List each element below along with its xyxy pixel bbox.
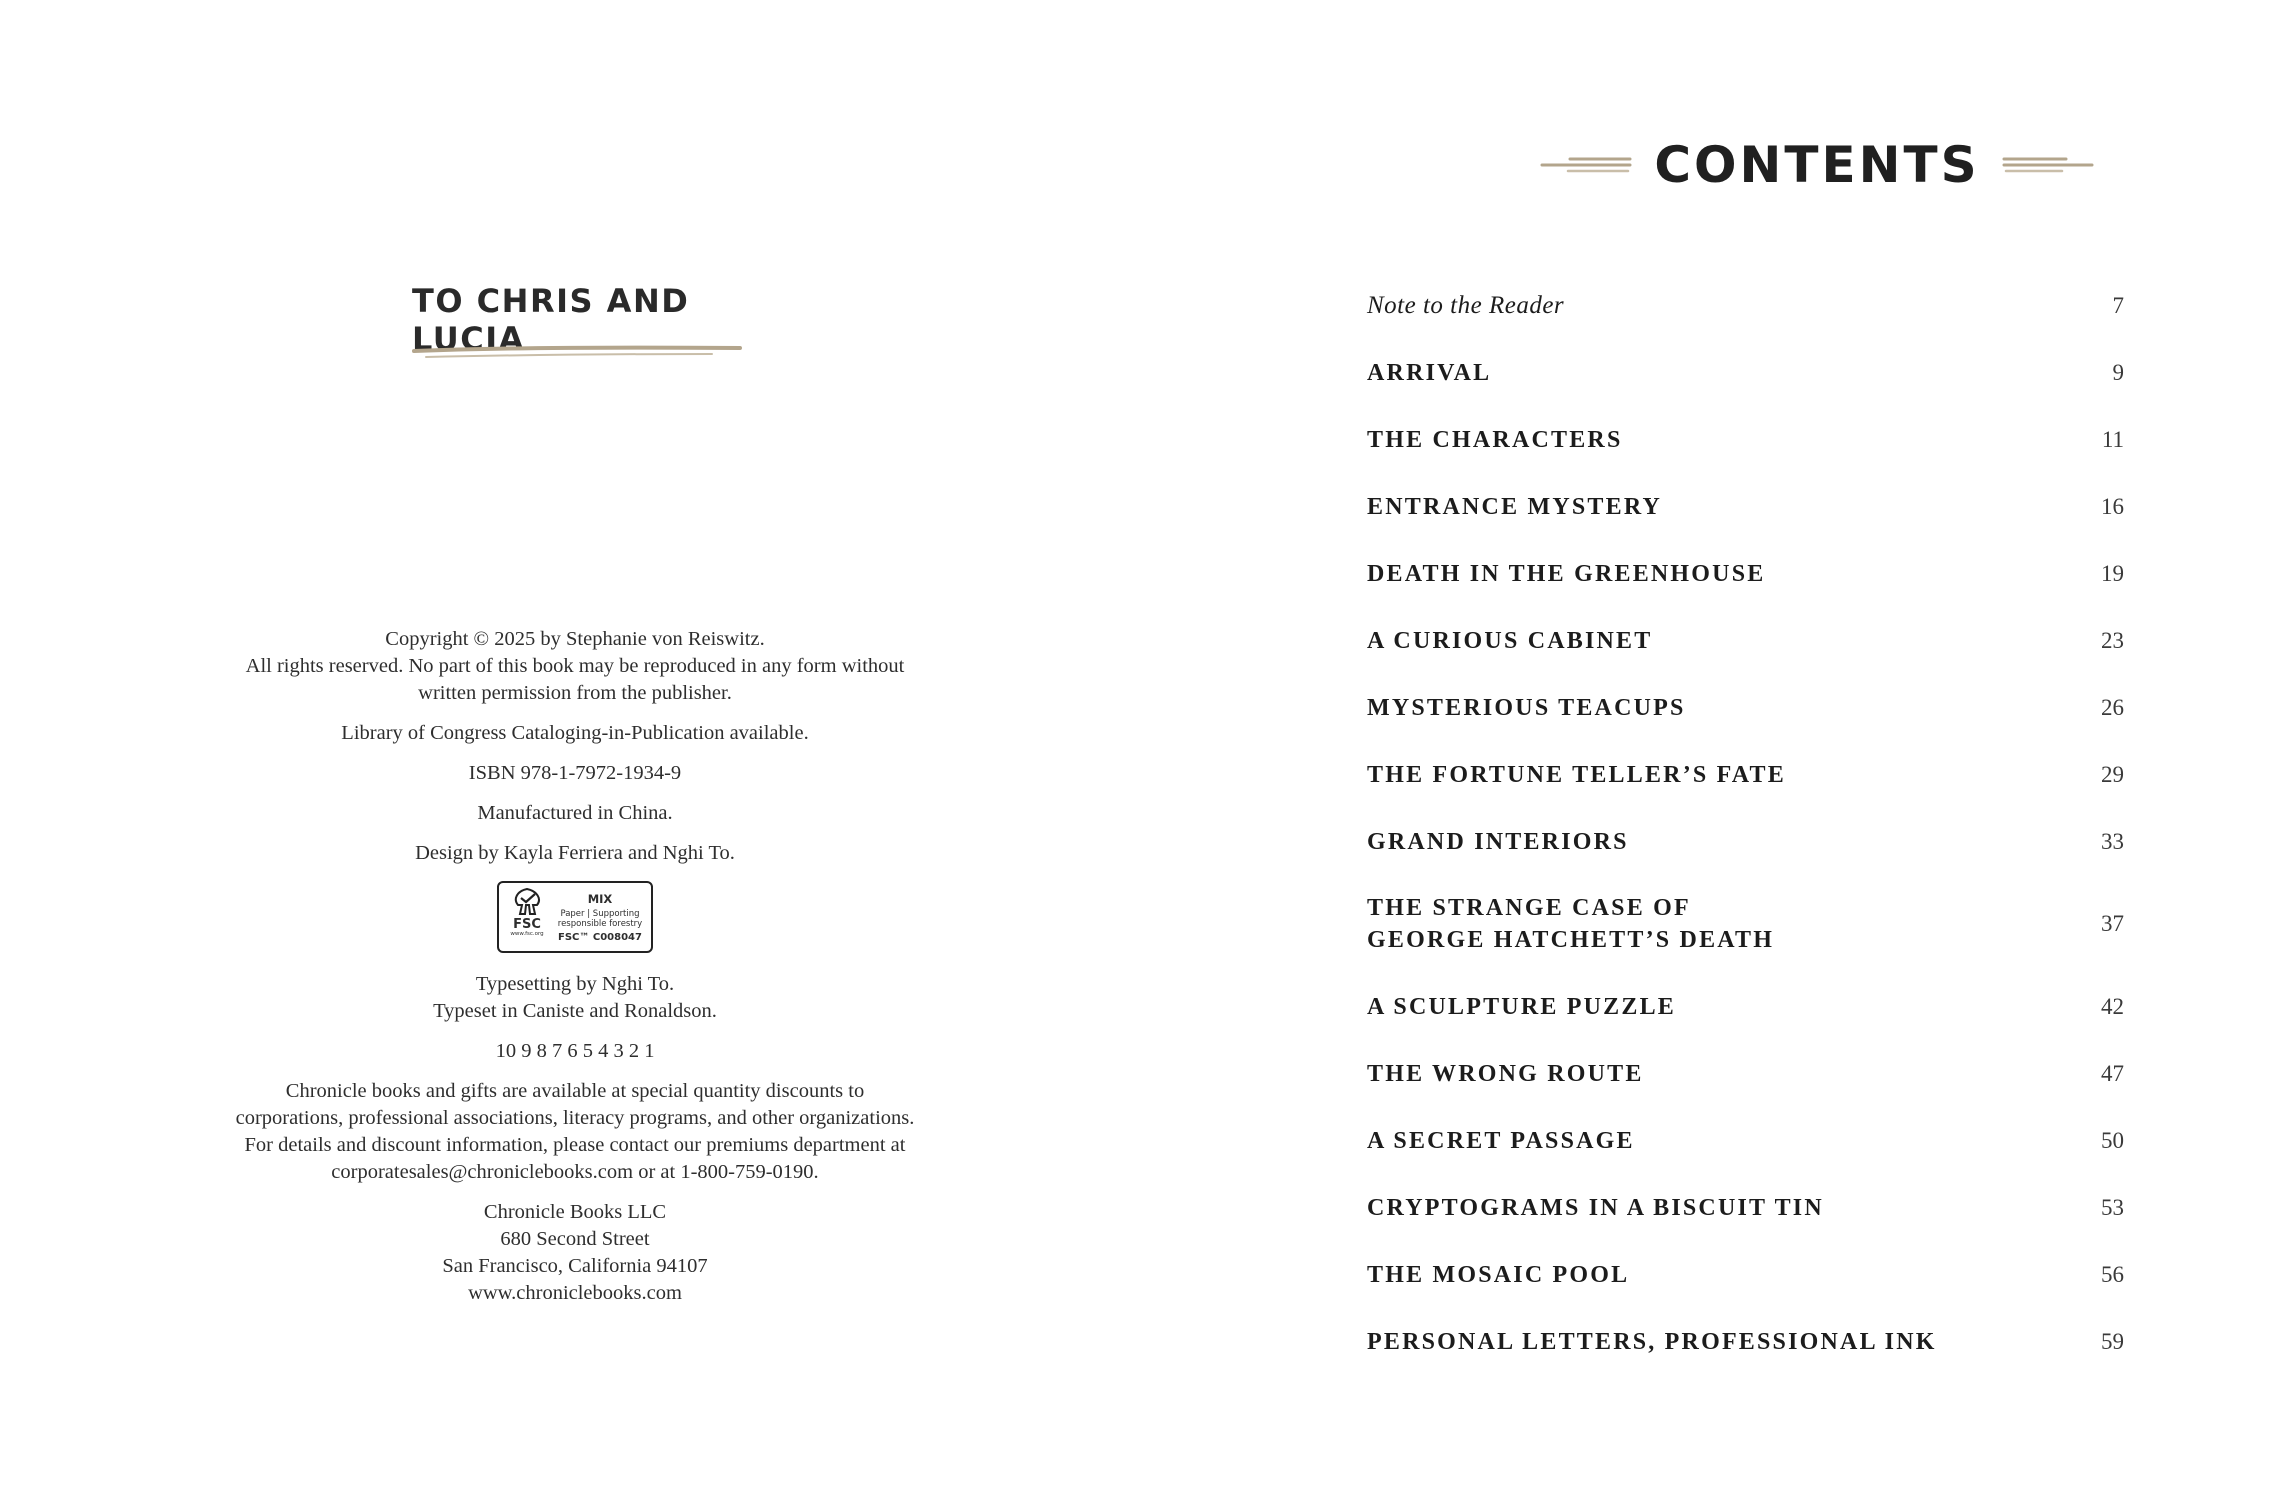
sales-block [170, 1078, 980, 1186]
isbn-line: ISBN 978-1-7972-1934-9 [468, 762, 682, 784]
contents-title: CONTENTS [1654, 136, 1980, 194]
fsc-tagline: responsible forestry [557, 918, 643, 929]
toc-entry-title: ARRIVAL [1367, 359, 1492, 386]
toc-row[interactable] [1367, 1040, 2124, 1107]
publisher-line: www.chroniclebooks.com [468, 1282, 682, 1304]
publisher-block [170, 1199, 980, 1307]
contents-left-brush-rule [1540, 153, 1632, 177]
toc-row[interactable] [1367, 607, 2124, 674]
fsc-mix: MIX [587, 891, 613, 906]
toc-page-number: 59 [2101, 1328, 2124, 1354]
toc-row[interactable] [1367, 808, 2124, 875]
sales-line: corporations, professional associations, literacy programs, and other organizations. [235, 1107, 915, 1129]
toc-row[interactable] [1367, 674, 2124, 741]
toc-page-number: 9 [2112, 359, 2124, 385]
copyright-colophon [170, 626, 980, 1320]
toc-row[interactable] [1367, 272, 2124, 339]
toc-row[interactable] [1367, 473, 2124, 540]
fsc-logo-wrap [170, 881, 980, 953]
fsc-url: www.fsc.org [510, 931, 544, 937]
contents-header [1497, 130, 2137, 200]
copyright-block [170, 626, 980, 707]
toc-entry-title: THE FORTUNE TELLER’S FATE [1367, 761, 1786, 788]
dedication-brush-rule [412, 342, 742, 362]
toc-page-number: 26 [2101, 694, 2124, 720]
toc-page-number: 56 [2101, 1261, 2124, 1287]
publisher-line: Chronicle Books LLC [483, 1201, 667, 1223]
toc-row[interactable] [1367, 1107, 2124, 1174]
toc-row[interactable] [1367, 339, 2124, 406]
copyright-line: written permission from the publisher. [418, 682, 732, 704]
toc-row[interactable] [1367, 1241, 2124, 1308]
toc-entry-title: ENTRANCE MYSTERY [1367, 493, 1663, 520]
copyright-line: Copyright © 2025 by Stephanie von Reiswitz. [385, 628, 765, 650]
toc-entry-title: THE WRONG ROUTE [1367, 1060, 1644, 1087]
toc-entry-title: MYSTERIOUS TEACUPS [1367, 694, 1686, 721]
fsc-tagline: Paper | Supporting [560, 908, 640, 919]
design-credit: Design by Kayla Ferriera and Nghi To. [415, 842, 735, 864]
toc-page-number: 47 [2101, 1060, 2124, 1086]
toc-page-number: 33 [2101, 828, 2124, 854]
toc-entry-title: GRAND INTERIORS [1367, 828, 1629, 855]
toc-entry-title: THE MOSAIC POOL [1367, 1261, 1630, 1288]
sales-line: corporatesales@chroniclebooks.com or at 1-800-759-0190. [331, 1161, 819, 1183]
publisher-line: San Francisco, California 94107 [442, 1255, 708, 1277]
toc-page-number: 29 [2101, 761, 2124, 787]
toc-entry-title: A SCULPTURE PUZZLE [1367, 993, 1676, 1020]
toc-entry-title: PERSONAL LETTERS, PROFESSIONAL INK [1367, 1328, 1937, 1355]
tree-check-icon [509, 887, 545, 917]
typesetting-line: Typeset in Caniste and Ronaldson. [433, 1000, 717, 1022]
dedication: TO CHRIS AND LUCIA [412, 282, 690, 358]
cip-line: Library of Congress Cataloging-in-Publication available. [341, 722, 809, 744]
toc-entry-title: CRYPTOGRAMS IN A BISCUIT TIN [1367, 1194, 1824, 1221]
toc-row[interactable] [1367, 973, 2124, 1040]
sales-line: Chronicle books and gifts are available at special quantity discounts to [285, 1080, 865, 1102]
toc-entry-title: A SECRET PASSAGE [1367, 1127, 1635, 1154]
fsc-logo [497, 881, 653, 953]
sales-line: For details and discount information, please contact our premiums department at [244, 1134, 906, 1156]
table-of-contents [1367, 272, 2124, 1375]
toc-row[interactable] [1367, 1308, 2124, 1375]
copyright-line: All rights reserved. No part of this book may be reproduced in any form without [245, 655, 905, 677]
fsc-license: FSC™ C008047 [558, 931, 642, 943]
fsc-tree-icon [505, 887, 549, 947]
manufactured-line: Manufactured in China. [477, 802, 673, 824]
toc-page-number: 42 [2101, 993, 2124, 1019]
printing-line: 10 9 8 7 6 5 4 3 2 1 [495, 1040, 655, 1062]
toc-entry-title: Note to the Reader [1367, 291, 1565, 319]
toc-page-number: 23 [2101, 627, 2124, 653]
toc-page-number: 53 [2101, 1194, 2124, 1220]
toc-page-number: 19 [2101, 560, 2124, 586]
toc-entry-title [1367, 892, 1774, 956]
toc-entry-title-line: GEORGE HATCHETT’S DEATH [1367, 927, 1775, 953]
toc-page-number: 7 [2112, 292, 2124, 318]
toc-page-number: 11 [2101, 426, 2124, 452]
fsc-brand: FSC [513, 917, 541, 932]
toc-entry-title: A CURIOUS CABINET [1367, 627, 1653, 654]
publisher-line: 680 Second Street [500, 1228, 650, 1250]
toc-row[interactable] [1367, 540, 2124, 607]
toc-page-number: 50 [2101, 1127, 2124, 1153]
right-page [1147, 0, 2294, 1488]
toc-row[interactable] [1367, 406, 2124, 473]
toc-page-number: 16 [2101, 493, 2124, 519]
toc-entry-title-line: THE STRANGE CASE OF [1367, 895, 1691, 921]
toc-row[interactable] [1367, 1174, 2124, 1241]
fsc-text [549, 892, 645, 943]
toc-entry-title: THE CHARACTERS [1367, 426, 1623, 453]
contents-right-brush-rule [2002, 153, 2094, 177]
toc-row[interactable] [1367, 741, 2124, 808]
typesetting-block [170, 971, 980, 1025]
toc-entry-title: DEATH IN THE GREENHOUSE [1367, 560, 1766, 587]
toc-page-number: 37 [2101, 911, 2124, 936]
typesetting-line: Typesetting by Nghi To. [475, 973, 675, 995]
toc-row[interactable] [1367, 875, 2124, 973]
